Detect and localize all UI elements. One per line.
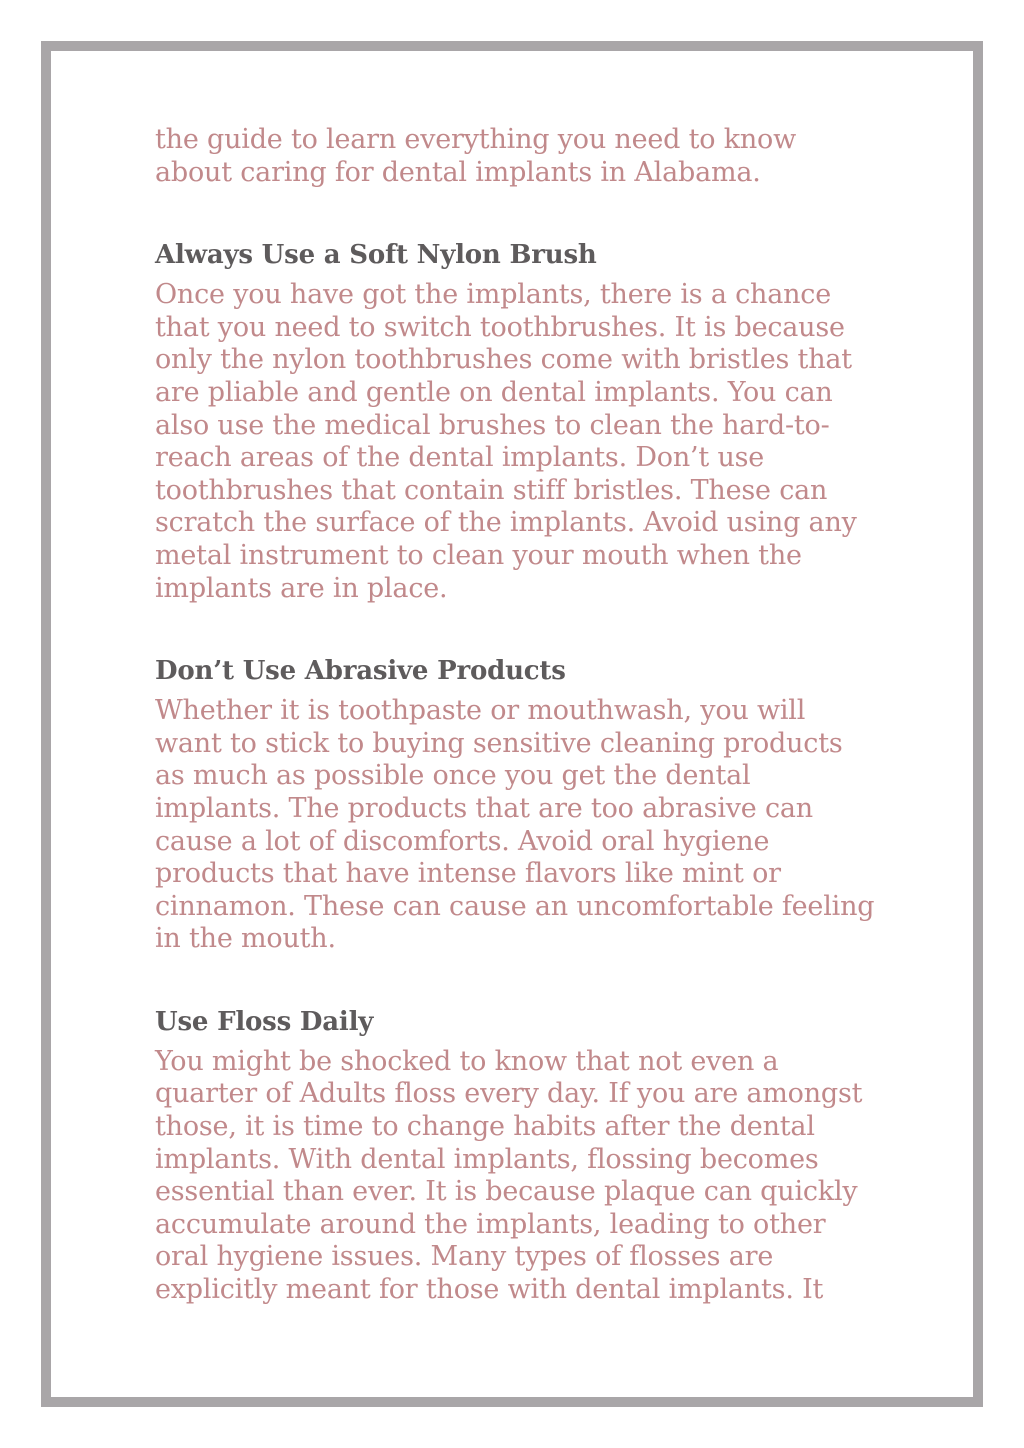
text-line: are pliable and gentle on dental implants. You can — [155, 376, 833, 408]
text-line: want to stick to buying sensitive cleaning products — [155, 727, 843, 759]
text-line: cause a lot of discomforts. Avoid oral hygiene — [155, 825, 770, 857]
text-line: Whether it is toothpaste or mouthwash, you will — [155, 695, 806, 727]
text-line: Once you have got the implants, there is a chance — [155, 279, 832, 311]
text-line: You might be shocked to know that not even a — [155, 1045, 779, 1077]
text-line: accumulate around the implants, leading to other — [155, 1208, 826, 1240]
section-heading-abrasive-products: Don’t Use Abrasive Products — [155, 656, 566, 687]
text-line: implants. With dental implants, flossing becomes — [155, 1143, 819, 1175]
text-line: essential than ever. It is because plaque can quickly — [155, 1176, 858, 1208]
section-paragraph-soft-nylon-brush — [155, 279, 885, 605]
text-line: oral hygiene issues. Many types of flosses are — [155, 1241, 774, 1273]
text-line: reach areas of the dental implants. Don’t use — [155, 442, 765, 474]
section-paragraph-floss-daily — [155, 1046, 885, 1307]
section-heading-soft-nylon-brush: Always Use a Soft Nylon Brush — [155, 240, 597, 271]
text-line: quarter of Adults floss every day. If you are amongst — [155, 1078, 863, 1110]
text-line: cinnamon. These can cause an uncomfortable feeling — [155, 890, 875, 922]
text-line: that you need to switch toothbrushes. It is because — [155, 311, 845, 343]
text-line: toothbrushes that contain stiff bristles. These can — [155, 474, 828, 506]
text-line: also use the medical brushes to clean the hard-to- — [155, 409, 830, 441]
text-line: about caring for dental implants in Alabama. — [155, 156, 761, 188]
text-line: in the mouth. — [155, 923, 336, 955]
text-line: explicitly meant for those with dental implants. It — [155, 1274, 824, 1306]
text-line: implants. The products that are too abrasive can — [155, 792, 813, 824]
section-heading-floss-daily: Use Floss Daily — [155, 1006, 374, 1037]
text-line: products that have intense flavors like mint or — [155, 858, 781, 890]
text-line: the guide to learn everything you need to know — [155, 124, 797, 155]
text-line: implants are in place. — [155, 572, 448, 604]
text-line: metal instrument to clean your mouth when the — [155, 539, 802, 571]
text-line: as much as possible once you get the dental — [155, 760, 751, 792]
document-body — [155, 124, 885, 1307]
text-line: only the nylon toothbrushes come with bristles that — [155, 344, 852, 376]
intro-paragraph — [155, 124, 885, 189]
section-paragraph-abrasive-products — [155, 695, 885, 956]
text-line: scratch the surface of the implants. Avoid using any — [155, 507, 857, 539]
text-line: those, it is time to change habits after the dental — [155, 1111, 815, 1143]
